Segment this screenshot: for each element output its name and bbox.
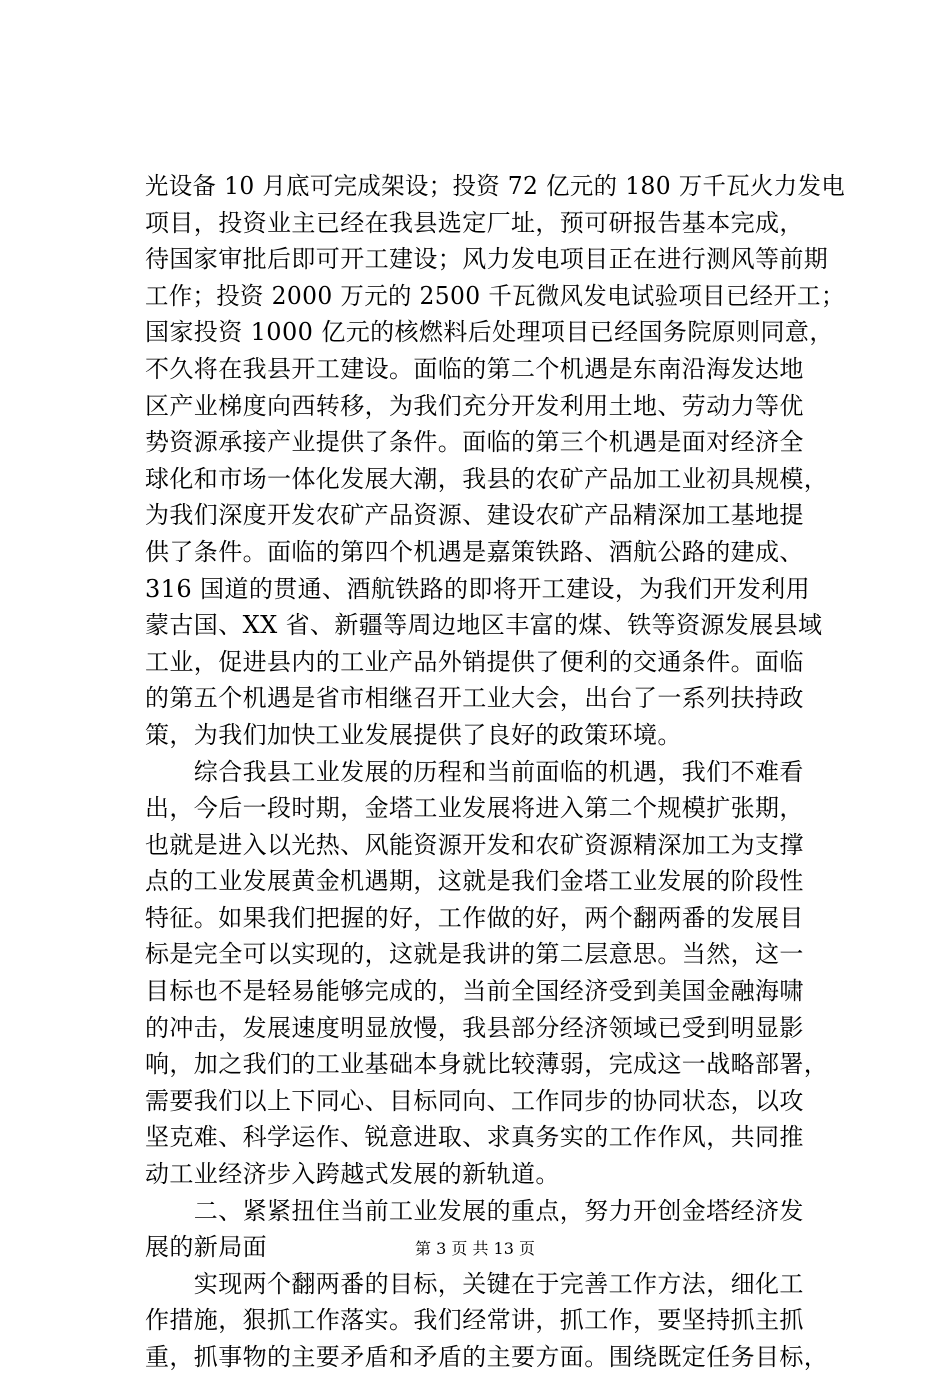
text-line: 光设备 10 月底可完成架设；投资 72 亿元的 180 万千瓦火力发电 <box>145 172 846 200</box>
document-body <box>145 168 845 1376</box>
section-heading-line: 二、紧紧扭住当前工业发展的重点，努力开创金塔经济发 <box>145 1196 804 1225</box>
text-line: 也就是进入以光热、风能资源开发和农矿资源精深加工为支撑 <box>145 830 804 859</box>
text-line: 316 国道的贯通、酒航铁路的即将开工建设，为我们开发利用 <box>145 574 811 603</box>
text-line: 蒙古国、XX 省、新疆等周边地区丰富的煤、铁等资源发展县域 <box>145 611 823 640</box>
text-line: 实现两个翻两番的目标，关键在于完善工作方法，细化工 <box>145 1269 804 1298</box>
text-line: 势资源承接产业提供了条件。面临的第三个机遇是面对经济全 <box>145 428 804 457</box>
text-line: 为我们深度开发农矿产品资源、建设农矿产品精深加工基地提 <box>145 501 804 530</box>
section-heading-line: 展的新局面 <box>145 1233 267 1262</box>
text-line: 待国家审批后即可开工建设；风力发电项目正在进行测风等前期 <box>145 245 829 274</box>
text-line: 响，加之我们的工业基础本身就比较薄弱，完成这一战略部署， <box>145 1050 829 1079</box>
text-line: 作措施，狠抓工作落实。我们经常讲，抓工作，要坚持抓主抓 <box>145 1306 804 1335</box>
text-line: 策，为我们加快工业发展提供了良好的政策环境。 <box>145 720 682 749</box>
text-line: 动工业经济步入跨越式发展的新轨道。 <box>145 1160 560 1189</box>
text-line: 出，今后一段时期，金塔工业发展将进入第二个规模扩张期， <box>145 794 804 823</box>
text-line: 坚克难、科学运作、锐意进取、求真务实的工作作风，共同推 <box>145 1123 804 1152</box>
text-line: 供了条件。面临的第四个机遇是嘉策铁路、酒航公路的建成、 <box>145 537 804 566</box>
text-line: 点的工业发展黄金机遇期，这就是我们金塔工业发展的阶段性 <box>145 867 804 896</box>
text-line: 球化和市场一体化发展大潮，我县的农矿产品加工业初具规模， <box>145 464 829 493</box>
text-line: 工业，促进县内的工业产品外销提供了便利的交通条件。面临 <box>145 647 804 676</box>
text-line: 不久将在我县开工建设。面临的第二个机遇是东南沿海发达地 <box>145 354 804 383</box>
text-line: 区产业梯度向西转移，为我们充分开发利用土地、劳动力等优 <box>145 391 804 420</box>
page-footer: 第 3 页 共 13 页 <box>415 1239 535 1258</box>
text-line: 需要我们以上下同心、目标同向、工作同步的协同状态，以攻 <box>145 1086 804 1115</box>
text-line: 项目，投资业主已经在我县选定厂址，预可研报告基本完成， <box>145 208 804 237</box>
text-line: 综合我县工业发展的历程和当前面临的机遇，我们不难看 <box>145 757 804 786</box>
text-line: 的冲击，发展速度明显放慢，我县部分经济领域已受到明显影 <box>145 1013 804 1042</box>
text-line: 标是完全可以实现的，这就是我讲的第二层意思。当然，这一 <box>145 940 804 969</box>
text-line: 国家投资 1000 亿元的核燃料后处理项目已经国务院原则同意， <box>145 318 834 347</box>
text-line: 重，抓事物的主要矛盾和矛盾的主要方面。围绕既定任务目标， <box>145 1343 829 1371</box>
text-line: 工作；投资 2000 万元的 2500 千瓦微风发电试验项目已经开工； <box>145 281 845 310</box>
text-line: 的第五个机遇是省市相继召开工业大会，出台了一系列扶持政 <box>145 684 804 713</box>
text-line: 特征。如果我们把握的好，工作做的好，两个翻两番的发展目 <box>145 903 804 932</box>
text-line: 目标也不是轻易能够完成的，当前全国经济受到美国金融海啸 <box>145 977 804 1006</box>
